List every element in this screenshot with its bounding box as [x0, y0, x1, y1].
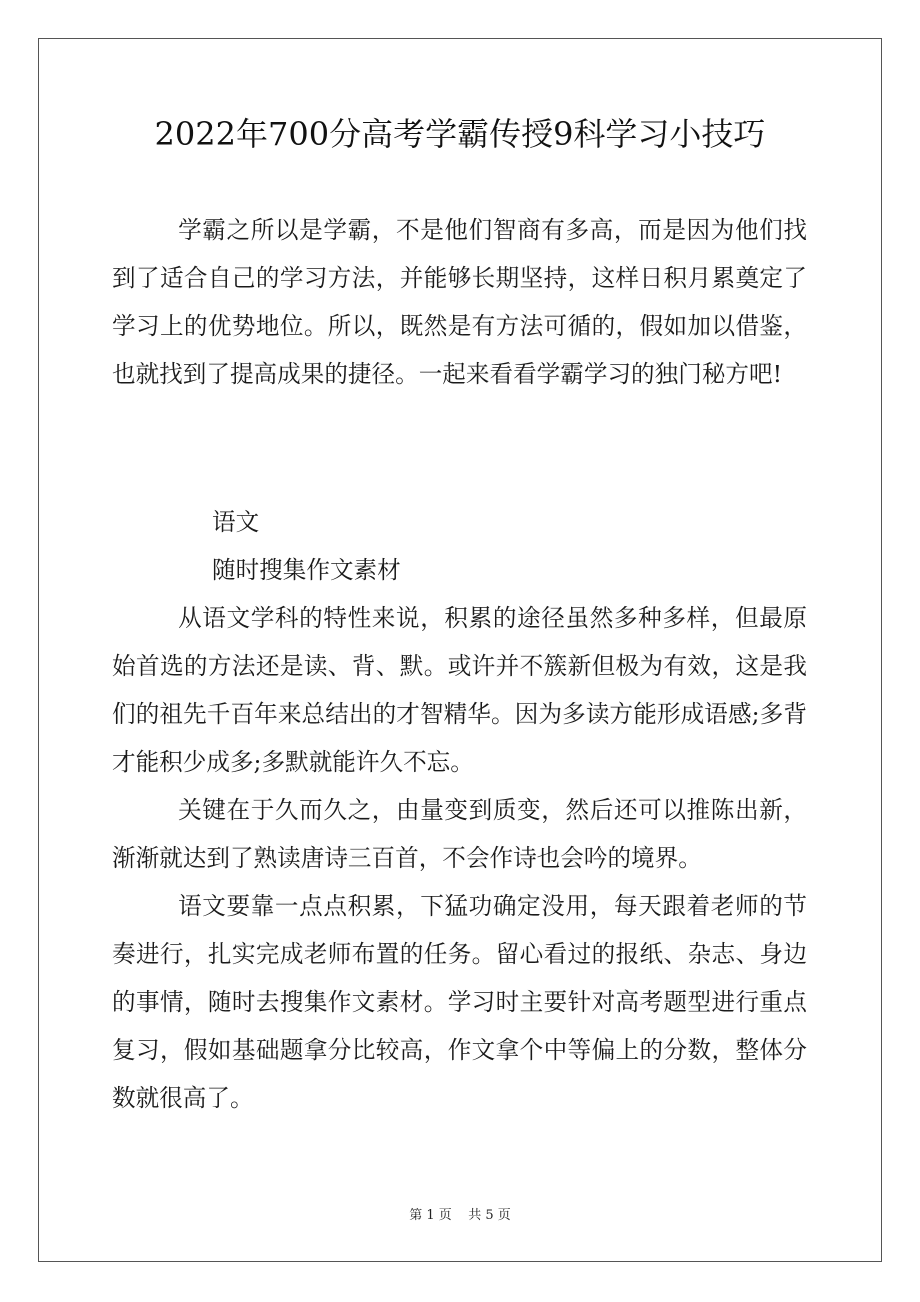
section-subheading: 随时搜集作文素材 — [212, 556, 401, 584]
intro-paragraph: 学霸之所以是学霸，不是他们智商有多高，而是因为他们找到了适合自己的学习方法，并能够长期坚持，这样日积月累奠定了学习上的优势地位。所以，既然是有方法可循的，假如加以借鉴，也就找到了提高成果的捷径。一起来看看学霸学习的独门秘方吧! — [112, 216, 807, 388]
page-number: 第 1 页 — [409, 1208, 452, 1223]
body-paragraph-1: 从语文学科的特性来说，积累的途径虽然多种多样，但最原始首选的方法还是读、背、默。或许并不簇新但极为有效，这是我们的祖先千百年来总结出的才智精华。因为多读方能形成语感;多背才能积少成多;多默就能许久不忘。 — [112, 604, 807, 776]
section-heading: 语文 — [212, 508, 260, 536]
page-total: 共 5 页 — [468, 1208, 511, 1223]
document-title: 2022年700分高考学霸传授9科学习小技巧 — [154, 115, 766, 153]
body-paragraph-2: 关键在于久而久之，由量变到质变，然后还可以推陈出新，渐渐就达到了熟读唐诗三百首，不会作诗也会吟的境界。 — [112, 796, 807, 872]
body-paragraph-3: 语文要靠一点点积累，下猛功确定没用，每天跟着老师的节奏进行，扎实完成老师布置的任务。留心看过的报纸、杂志、身边的事情，随时去搜集作文素材。学习时主要针对高考题型进行重点复习，假如基础题拿分比较高，作文拿个中等偏上的分数，整体分数就很高了。 — [112, 892, 807, 1112]
section-chinese — [112, 498, 807, 1122]
intro-block — [112, 206, 807, 398]
page-footer — [38, 1206, 882, 1226]
